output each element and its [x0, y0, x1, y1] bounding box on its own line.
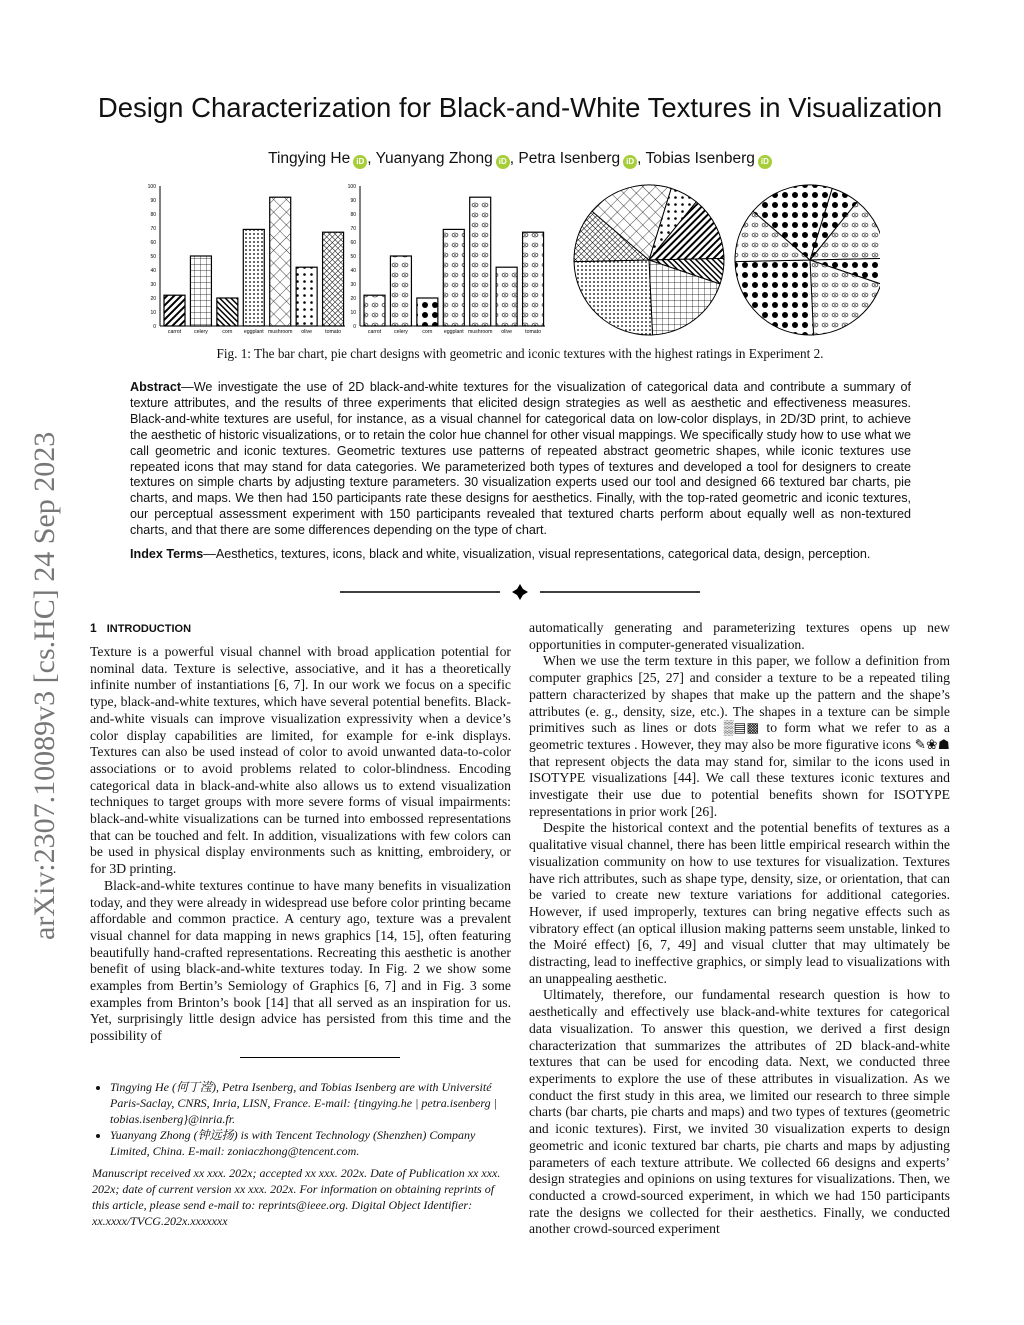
orcid-icon[interactable]: iD [496, 155, 510, 169]
y-tick-label: 0 [153, 324, 156, 330]
author: Yuanyang Zhong [375, 150, 493, 167]
y-tick-label: 40 [150, 268, 156, 274]
y-tick-label: 100 [347, 184, 356, 190]
bar-carrot [164, 295, 185, 326]
author: Tobias Isenberg [645, 150, 755, 167]
bar-mushroom [470, 197, 491, 326]
paper-title: Design Characterization for Black-and-White Textures in Visualization [97, 92, 943, 123]
paragraph: automatically generating and parameterizing textures opens up new opportunities in computer-generated visualization. [529, 620, 950, 652]
y-tick-label: 0 [353, 324, 356, 330]
bar-corn [417, 298, 438, 326]
y-tick-label: 50 [350, 254, 356, 260]
author: Tingying He [268, 150, 351, 167]
bar-eggplant [243, 229, 264, 326]
y-tick-label: 10 [350, 310, 356, 316]
pie-slice-mushroom [574, 260, 653, 335]
bar-tomato [523, 232, 544, 326]
y-tick-label: 70 [350, 226, 356, 232]
x-tick-label: carrot [367, 329, 382, 335]
index-terms [130, 547, 920, 561]
paragraph: Black-and-white textures continue to have many benefits in visualization today, and they were already in widespread use before color printing became affordable and common practice. A century ago, texture was a prevalent visual channel for data mapping in news graphics [14, 15], often featuring beautifully hand-crafted representations. Recreating this aesthetic is another benefit of using black-and-white textures today. In Fig. 2 we show some examples from Bertin’s Semiology of Graphics [6, 7] and in Fig. 3 some examples from Brinton’s book [14] that all served as an inspiration for us. Yet, surprisingly little design advice has persisted from this time and the possibility of [90, 877, 511, 1044]
paragraph: Texture is a powerful visual channel with broad application potential for nominal data. Texture is selective, associative, and it has a theoretically infinite number of instantiations [6, 7]. In our work we focus on a specific type, black-and-white textures, which have several potential benefits. Black-and-white visuals can improve visualization expressivity when a device’s color display capabilities are limited, for example for e-ink displays. Textures can also be used instead of color to avoid unwanted data-to-color associations or to avoid problems related to color-blindness. Encoding categorical data in black-and-white also allows us to extend visualization techniques to target groups with more severe forms of visual impairments: black-and-white visualizations can be turned into embossed representations that can be touched and felt. In addition, visualizations with few colors can be used in physical display environments such as knitting, embroidery, or for 3D printing. [90, 644, 511, 877]
y-tick-label: 20 [150, 296, 156, 302]
y-tick-label: 50 [150, 254, 156, 260]
orcid-icon[interactable]: iD [758, 155, 772, 169]
y-tick-label: 30 [350, 282, 356, 288]
bar-eggplant [443, 229, 464, 326]
bar-olive [296, 267, 317, 326]
right-column [529, 620, 950, 1238]
x-tick-label: corn [422, 329, 433, 335]
orcid-icon[interactable]: iD [623, 155, 637, 169]
bar-corn [217, 298, 238, 326]
abstract [130, 380, 911, 539]
x-tick-label: celery [194, 329, 208, 335]
bar-mushroom [270, 197, 291, 326]
y-tick-label: 60 [150, 240, 156, 246]
abstract-label: Abstract [130, 380, 182, 394]
y-tick-label: 100 [147, 184, 156, 190]
footnote-rule [240, 1057, 400, 1058]
author-list: Tingying He iD , Yuanyang Zhong iD , Petra Isenberg iD , Tobias Isenberg iD [0, 150, 1024, 169]
figure-1 [140, 180, 880, 340]
x-tick-label: mushroom [467, 329, 493, 335]
author: Petra Isenberg [518, 150, 621, 167]
x-tick-label: tomato [525, 329, 542, 335]
figure-caption: Fig. 1: The bar chart, pie chart designs with geometric and iconic textures with the highest ratings in Experiment 2. [216, 346, 824, 361]
x-tick-label: olive [501, 329, 512, 335]
index-terms-text: —Aesthetics, textures, icons, black and white, visualization, visual representations, categorical data, design, perception. [203, 547, 871, 561]
arxiv-identifier[interactable]: arXiv:2307.10089v3 [cs.HC] 24 Sep 2023 [28, 431, 61, 940]
paragraph: When we use the term texture in this paper, we follow a definition from computer graphics [25, 27] and consider a texture to be a repeated tiling pattern characterized by shapes that make up the pattern and the shape’s attributes (e. g., density, size, etc.). The shapes in a texture can be simple primitives such as lines or dots ▒▤▩ to form what we refer to as a geometric textures . However, they may also be more figurative icons ✎❀☗ that represent objects the data may stand for, similar to the icons used in ISOTYPE visualizations [44]. We call these textures iconic textures and investigate their use due to potential benefits shown for ISOTYPE representations in prior work [26]. [529, 653, 950, 819]
footnote: • Yuanyang Zhong (钟远扬) is with Tencent Technology (Shenzhen) Company Limited, China. E-mail: zoniaczhong@tencent.com. [110, 1127, 511, 1159]
bar-carrot [364, 295, 385, 326]
y-tick-label: 20 [350, 296, 356, 302]
index-terms-label: Index Terms [130, 547, 204, 561]
manuscript-note: Manuscript received xx xxx. 202x; accepted xx xxx. 202x. Date of Publication xx xxx. 202x; date of current version xx xxx. 202x. For information on obtaining reprints of this article, please send e-mail to: reprints@ieee.org. Digital Object Identifier: xx.xxxx/TVCG.202x.xxxxxxx [92, 1166, 501, 1228]
section-heading [90, 621, 191, 635]
y-tick-label: 30 [150, 282, 156, 288]
paragraph: Despite the historical context and the potential benefits of textures as a qualitative visual channel, there has been little empirical research within the visualization community on how to use textures for visualization. Textures have rich attributes, such as shape type, density, size, or orientation, that can be varied to create new texture variations for additional categories. However, if used improperly, textures can bring negative effects such as vibratory effect (an optical illusion making patterns seem unstable, linked to the Moiré effect) [6, 7, 49] and visual clutter that may ultimately be distracting, lead to ineffective graphics, or simply lead to visualizations with an unappealing aesthetic. [529, 820, 950, 986]
paragraph: Ultimately, therefore, our fundamental research question is how to aesthetically and effectively use black-and-white textures for categorical data visualization. To answer this question, we derived a first design characterization that summarizes the attributes of 2D black-and-white textures that can be used for encoding data. Next, we conducted three experiments to explore the use of these attributes in visualization. As we conduct the first study in this area, we limited our research to three simple charts (bar charts, pie charts and maps) and two types of textures (geometric and iconic textures). First, we invited 30 visualization experts to design geometric and iconic textured bar charts, pie charts and maps by adjusting parameters of each texture attribute. We collected 66 designs and experts’ design strategies and opinions on using textures for visualizations. Then, we conducted a crowd-sourced experiment, in which we had 150 participants rate the designs we collected for their aesthetics. Finally, we conducted another crowd-sourced experiment [529, 987, 950, 1237]
section-divider [340, 583, 700, 601]
y-tick-label: 70 [150, 226, 156, 232]
x-tick-label: carrot [167, 329, 182, 335]
bar-celery [390, 256, 411, 326]
left-column [90, 644, 511, 1045]
x-tick-label: corn [222, 329, 233, 335]
section-number: 1 [90, 621, 97, 635]
x-tick-label: celery [394, 329, 408, 335]
abstract-text: —We investigate the use of 2D black-and-white textures for the visualization of categorical data and contribute a summary of texture attributes, and the results of three experiments that elicited design strategies as well as aesthetic and effectiveness measures. Black-and-white textures are useful, for instance, as a visual channel for categorical data on low-color displays, in 2D/3D print, to achieve the aesthetic of historic visualizations, or to retain the color hue channel for other visual mappings. We specifically study how to use what we call geometric and iconic textures. Geometric textures use patterns of repeated abstract geometric shapes, while iconic textures use repeated icons that may stand for data categories. We parameterized both types of textures and developed a tool for designers to create textures on simple charts by adjusting texture parameters. 30 visualization experts used our tool and designed 66 textured bar charts, pie charts, and maps. We then had 150 participants rate these designs for aesthetics. Finally, with the top-rated geometric and iconic textures, our perceptual assessment experiment with 150 participants revealed that textured charts perform about equally well as non-textured charts, and that there are some differences depending on the type of chart. [130, 380, 911, 538]
orcid-icon[interactable]: iD [353, 155, 367, 169]
bar-olive [496, 267, 517, 326]
y-tick-label: 40 [350, 268, 356, 274]
bar-tomato [323, 232, 344, 326]
y-tick-label: 80 [350, 212, 356, 218]
x-tick-label: olive [301, 329, 312, 335]
x-tick-label: mushroom [267, 329, 293, 335]
footnote: • Tingying He (何丁滢), Petra Isenberg, and Tobias Isenberg are with Université Paris-Saclay, CNRS, Inria, LISN, France. E-mail: {tingying.he | petra.isenberg | tobias.isenberg}@inria.fr. [110, 1079, 511, 1127]
y-tick-label: 90 [150, 198, 156, 204]
footnotes [90, 1079, 511, 1229]
x-tick-label: tomato [325, 329, 342, 335]
section-title: INTRODUCTION [106, 623, 192, 635]
pie-slice-mushroom [735, 260, 814, 335]
y-tick-label: 10 [150, 310, 156, 316]
y-tick-label: 60 [350, 240, 356, 246]
x-tick-label: eggplant [443, 329, 464, 335]
bar-celery [190, 256, 211, 326]
y-tick-label: 90 [350, 198, 356, 204]
y-tick-label: 80 [150, 212, 156, 218]
x-tick-label: eggplant [243, 329, 264, 335]
